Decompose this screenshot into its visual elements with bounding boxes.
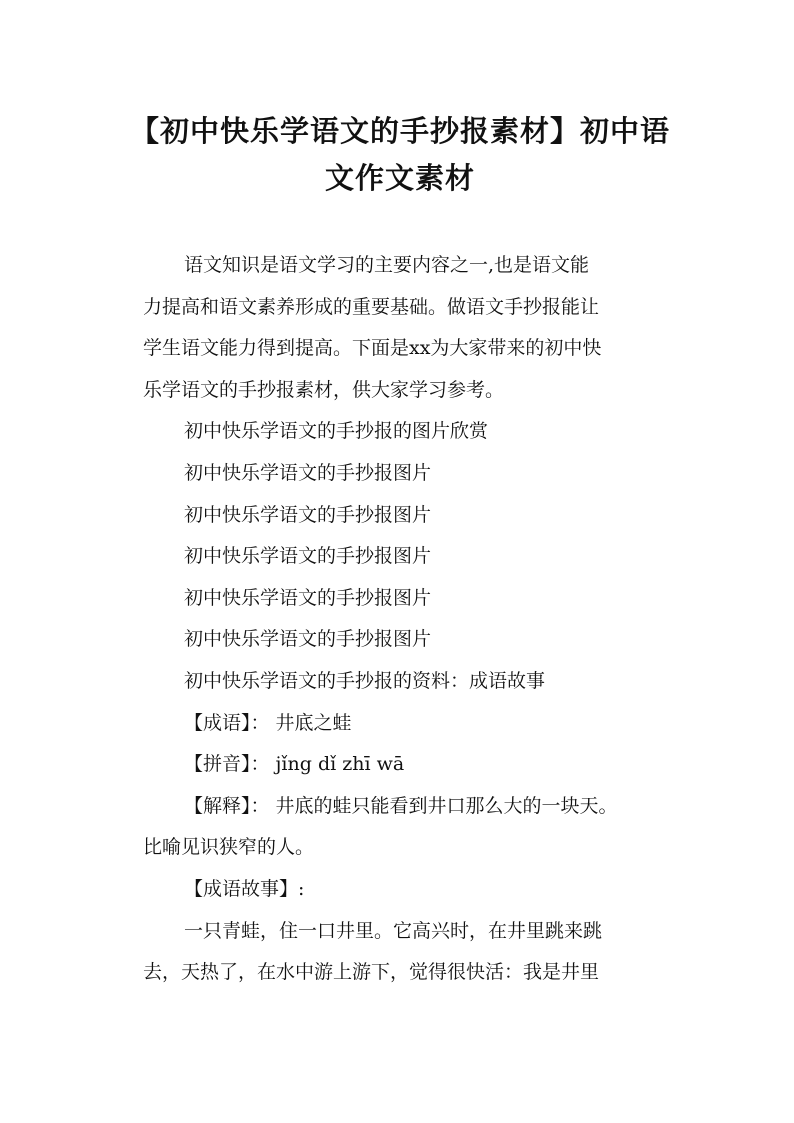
paragraph-line: 语文知识是语文学习的主要内容之一,也是语文能 xyxy=(184,254,590,276)
paragraph-line: 初中快乐学语文的手抄报图片 xyxy=(184,545,432,568)
title-line-1: 【初中快乐学语文的手抄报素材】初中语 xyxy=(129,114,670,148)
paragraph-line: 初中快乐学语文的手抄报图片 xyxy=(184,503,432,526)
pinyin-line: 【拼音】： jǐng dǐ zhī wā xyxy=(184,753,405,776)
title-line-2: 文作文素材 xyxy=(324,161,475,195)
document-body xyxy=(143,245,673,994)
paragraph-line: 初中快乐学语文的手抄报图片 xyxy=(184,461,432,484)
paragraph-line: 初中快乐学语文的手抄报图片 xyxy=(184,586,432,609)
story-heading: 【成语故事】: xyxy=(184,877,305,900)
story-line: 去，天热了，在水中游上游下，觉得很快活：我是井里 xyxy=(143,961,600,984)
paragraph-line: 初中快乐学语文的手抄报的资料：成语故事 xyxy=(184,669,546,692)
paragraph-line: 乐学语文的手抄报素材，供大家学习参考。 xyxy=(143,378,505,401)
paragraph-line: 初中快乐学语文的手抄报图片 xyxy=(184,628,432,651)
idiom-line: 【成语】： 井底之蛙 xyxy=(184,711,352,734)
explanation-line: 比喻见识狭窄的人。 xyxy=(143,836,315,859)
paragraph-line: 学生语文能力得到提高。下面是xx为大家带来的初中快 xyxy=(143,337,602,360)
story-line: 一只青蛙，住一口井里。它高兴时，在井里跳来跳 xyxy=(184,919,603,942)
paragraph-line: 初中快乐学语文的手抄报的图片欣赏 xyxy=(184,420,489,443)
paragraph-line: 力提高和语文素养形成的重要基础。做语文手抄报能让 xyxy=(143,295,600,318)
page-title xyxy=(120,108,680,202)
explanation-line: 【解释】： 井底的蛙只能看到井口那么大的一块天。 xyxy=(184,794,618,817)
